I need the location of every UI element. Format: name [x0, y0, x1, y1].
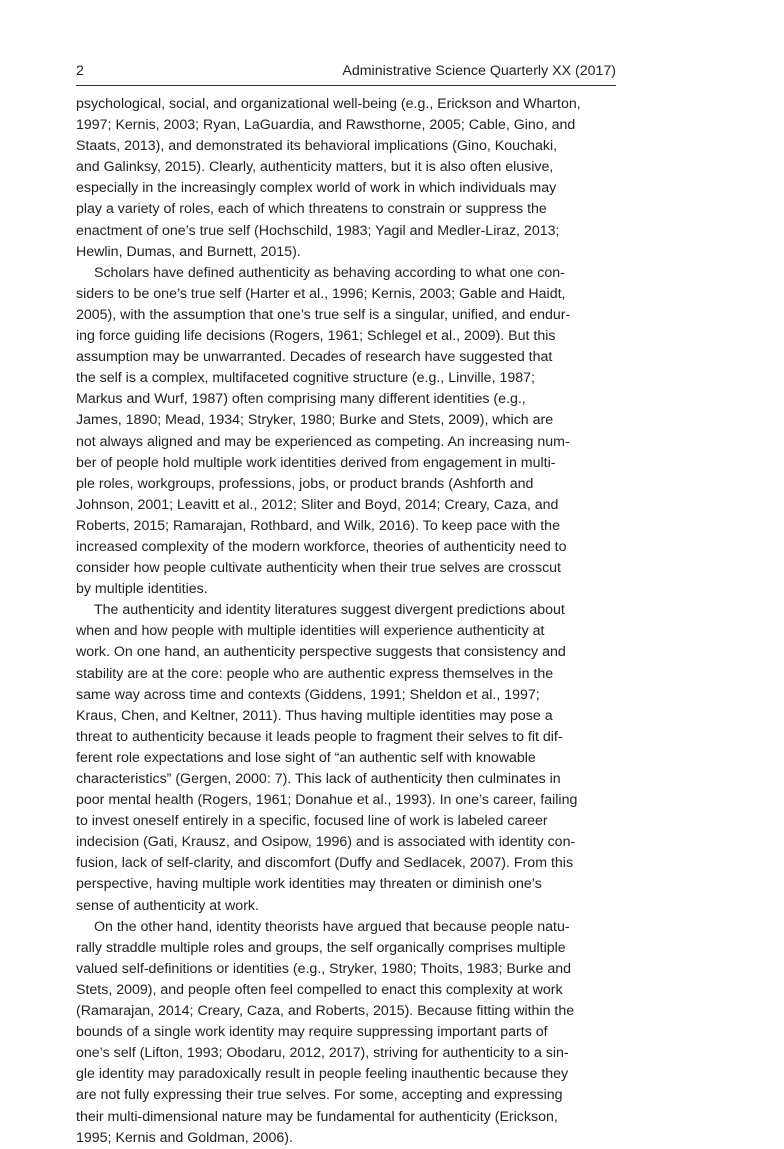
text-line: play a variety of roles, each of which threatens to constrain or suppress the — [76, 201, 547, 218]
text-line: fusion, lack of self-clarity, and discomfort (Duffy and Sedlacek, 2007). From this — [76, 855, 574, 872]
paragraph — [76, 94, 616, 263]
text-line: sense of authenticity at work. — [76, 897, 259, 914]
text-line: increased complexity of the modern workforce, theories of authenticity need to — [76, 538, 567, 555]
text-line: bounds of a single work identity may require suppressing important parts of — [76, 1024, 548, 1041]
text-line: and Galinksy, 2015). Clearly, authenticity matters, but it is also often elusive, — [76, 159, 554, 176]
text-line: ferent role expectations and lose sight of “an authentic self with knowable — [76, 749, 536, 766]
text-line: same way across time and contexts (Giddens, 1991; Sheldon et al., 1997; — [76, 686, 540, 703]
text-line: valued self-definitions or identities (e.g., Stryker, 1980; Thoits, 1983; Burke and — [76, 960, 572, 977]
text-line: 1997; Kernis, 2003; Ryan, LaGuardia, and Rawsthorne, 2005; Cable, Gino, and — [76, 117, 576, 134]
text-line: Scholars have defined authenticity as behaving according to what one con- — [94, 264, 565, 281]
text-line: On the other hand, identity theorists have argued that because people natu- — [94, 918, 570, 935]
body-text — [76, 94, 616, 1149]
text-line: by multiple identities. — [76, 581, 208, 598]
text-line: Stets, 2009), and people often feel compelled to enact this complexity at work — [76, 981, 563, 998]
text-line: poor mental health (Rogers, 1961; Donahue et al., 1993). In one’s career, failing — [76, 792, 578, 809]
text-line: gle identity may paradoxically result in people feeling inauthentic because they — [76, 1066, 569, 1083]
text-line: are not fully expressing their true selves. For some, accepting and expressing — [76, 1087, 563, 1104]
paragraph — [76, 263, 616, 601]
text-line: especially in the increasingly complex world of work in which individuals may — [76, 180, 557, 197]
text-line: assumption may be unwarranted. Decades of research have suggested that — [76, 349, 553, 366]
text-line: Roberts, 2015; Ramarajan, Rothbard, and Wilk, 2016). To keep pace with the — [76, 517, 560, 534]
text-line: enactment of one’s true self (Hochschild, 1983; Yagil and Medler-Liraz, 2013; — [76, 222, 560, 239]
text-line: rally straddle multiple roles and groups, the self organically comprises multiple — [76, 939, 566, 956]
text-line: Johnson, 2001; Leavitt et al., 2012; Sliter and Boyd, 2014; Creary, Caza, and — [76, 496, 559, 513]
text-line: characteristics” (Gergen, 2000: 7). This lack of authenticity then culminates in — [76, 771, 561, 787]
text-line: ber of people hold multiple work identities derived from engagement in multi- — [76, 454, 556, 471]
text-line: Markus and Wurf, 1987) often comprising many different identities (e.g., — [76, 391, 526, 408]
text-line: 2005), with the assumption that one’s true self is a singular, unified, and endur- — [76, 306, 571, 323]
text-line: (Ramarajan, 2014; Creary, Caza, and Roberts, 2015). Because fitting within the — [76, 1003, 575, 1020]
text-line: ing force guiding life decisions (Rogers, 1961; Schlegel et al., 2009). But this — [76, 328, 556, 345]
text-line: 1995; Kernis and Goldman, 2006). — [76, 1129, 293, 1146]
page — [76, 62, 616, 1149]
text-line: stability are at the core: people who are authentic express themselves in the — [76, 665, 554, 682]
text-line: indecision (Gati, Krausz, and Osipow, 1996) and is associated with identity con- — [76, 834, 576, 851]
text-line: Hewlin, Dumas, and Burnett, 2015). — [76, 243, 301, 260]
page-number: 2 — [76, 63, 84, 79]
paragraph — [76, 600, 616, 916]
text-line: threat to authenticity because it leads people to fragment their selves to fit dif- — [76, 728, 563, 745]
text-line: to invest oneself entirely in a specific, focused line of work is labeled career — [76, 813, 548, 830]
text-line: perspective, having multiple work identities may threaten or diminish one’s — [76, 876, 542, 893]
text-line: James, 1890; Mead, 1934; Stryker, 1980; Burke and Stets, 2009), which are — [76, 412, 554, 429]
journal-title: Administrative Science Quarterly XX (2017) — [342, 63, 616, 79]
text-line: psychological, social, and organizational well-being (e.g., Erickson and Wharton, — [76, 96, 581, 112]
running-head — [76, 62, 616, 86]
text-line: Kraus, Chen, and Keltner, 2011). Thus having multiple identities may pose a — [76, 707, 553, 724]
text-line: not always aligned and may be experienced as competing. An increasing num- — [76, 433, 570, 450]
text-line: Staats, 2013), and demonstrated its behavioral implications (Gino, Kouchaki, — [76, 138, 558, 155]
text-line: when and how people with multiple identities will experience authenticity at — [76, 623, 545, 640]
text-line: the self is a complex, multifaceted cognitive structure (e.g., Linville, 1987; — [76, 370, 535, 387]
text-line: The authenticity and identity literatures suggest divergent predictions about — [94, 602, 565, 619]
text-line: work. On one hand, an authenticity perspective suggests that consistency and — [76, 644, 566, 661]
text-line: ple roles, workgroups, professions, jobs, or product brands (Ashforth and — [76, 475, 534, 492]
text-line: consider how people cultivate authenticity when their true selves are crosscut — [76, 560, 561, 577]
text-line: one’s self (Lifton, 1993; Obodaru, 2012, 2017), striving for authenticity to a sin- — [76, 1045, 569, 1062]
text-line: siders to be one’s true self (Harter et al., 1996; Kernis, 2003; Gable and Haidt, — [76, 285, 566, 302]
paragraph — [76, 917, 616, 1149]
text-line: their multi-dimensional nature may be fundamental for authenticity (Erickson, — [76, 1108, 558, 1125]
